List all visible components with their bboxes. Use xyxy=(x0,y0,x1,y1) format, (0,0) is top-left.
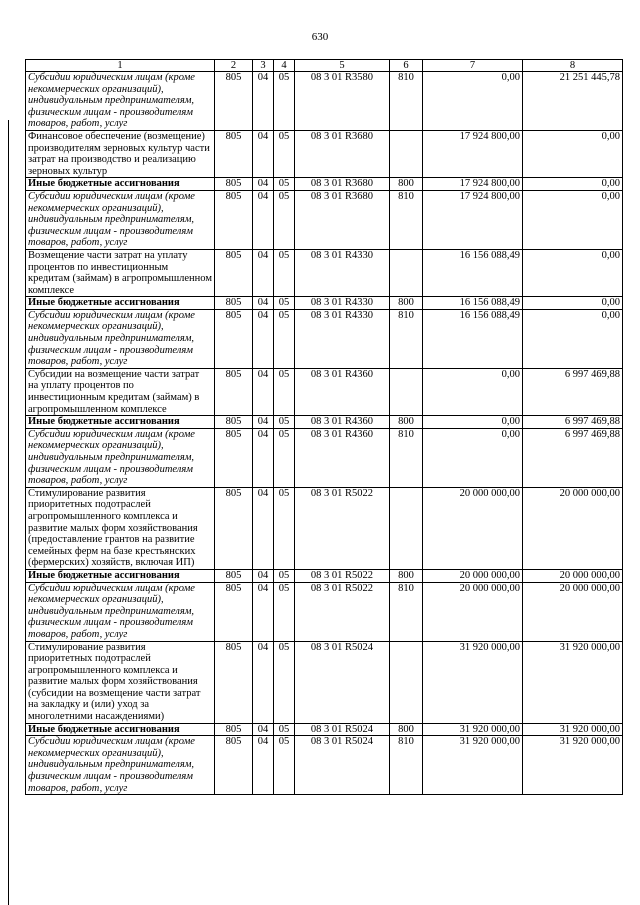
row-name: Иные бюджетные ассигнования xyxy=(26,178,215,191)
table-body xyxy=(26,72,623,795)
row-name: Иные бюджетные ассигнования xyxy=(26,723,215,736)
cell-section: 04 xyxy=(253,487,274,569)
cell-ministry-code: 805 xyxy=(215,309,253,368)
table-row xyxy=(26,416,623,429)
row-name: Иные бюджетные ассигнования xyxy=(26,416,215,429)
cell-target-article: 08 3 01 R4360 xyxy=(295,416,390,429)
cell-subsection: 05 xyxy=(274,297,295,310)
cell-ministry-code: 805 xyxy=(215,416,253,429)
cell-ministry-code: 805 xyxy=(215,297,253,310)
cell-amount-1: 0,00 xyxy=(423,72,523,131)
cell-section: 04 xyxy=(253,309,274,368)
table-row xyxy=(26,309,623,368)
row-name: Стимулирование развития приоритетных подотраслей агропромышленного комплекса и развитие малых форм хозяйствования (предоставление грантов на развитие семейных ферм на базе крестьянских (фермерских) хозяйств, включая ИП) xyxy=(26,487,215,569)
cell-subsection: 05 xyxy=(274,130,295,177)
cell-target-article: 08 3 01 R5024 xyxy=(295,736,390,795)
cell-ministry-code: 805 xyxy=(215,130,253,177)
header-col-5: 5 xyxy=(295,60,390,72)
row-name: Субсидии юридическим лицам (кроме некоммерческих организаций), индивидуальным предпринимателям, физическим лицам - производителям товаров, работ, услуг xyxy=(26,309,215,368)
table-row xyxy=(26,641,623,723)
cell-ministry-code: 805 xyxy=(215,723,253,736)
cell-expense-type: 800 xyxy=(390,569,423,582)
cell-amount-1: 31 920 000,00 xyxy=(423,641,523,723)
header-col-7: 7 xyxy=(423,60,523,72)
cell-amount-2: 0,00 xyxy=(523,297,623,310)
cell-target-article: 08 3 01 R3680 xyxy=(295,130,390,177)
header-col-2: 2 xyxy=(215,60,253,72)
cell-section: 04 xyxy=(253,178,274,191)
cell-expense-type: 810 xyxy=(390,736,423,795)
table-row xyxy=(26,582,623,641)
row-name: Субсидии юридическим лицам (кроме некоммерческих организаций), индивидуальным предпринимателям, физическим лицам - производителям товаров, работ, услуг xyxy=(26,190,215,249)
cell-section: 04 xyxy=(253,582,274,641)
cell-amount-2: 31 920 000,00 xyxy=(523,641,623,723)
cell-section: 04 xyxy=(253,190,274,249)
row-name: Иные бюджетные ассигнования xyxy=(26,569,215,582)
cell-expense-type xyxy=(390,368,423,415)
cell-amount-2: 6 997 469,88 xyxy=(523,428,623,487)
cell-expense-type: 800 xyxy=(390,178,423,191)
page-number: 630 xyxy=(311,31,329,43)
cell-expense-type xyxy=(390,487,423,569)
cell-amount-1: 0,00 xyxy=(423,368,523,415)
cell-ministry-code: 805 xyxy=(215,249,253,296)
cell-target-article: 08 3 01 R5022 xyxy=(295,569,390,582)
cell-amount-2: 20 000 000,00 xyxy=(523,582,623,641)
cell-section: 04 xyxy=(253,130,274,177)
cell-expense-type: 810 xyxy=(390,428,423,487)
row-name: Субсидии на возмещение части затрат на уплату процентов по инвестиционным кредитам (займам) в агропромышленном комплексе xyxy=(26,368,215,415)
cell-amount-1: 16 156 088,49 xyxy=(423,249,523,296)
cell-expense-type: 810 xyxy=(390,309,423,368)
row-name: Субсидии юридическим лицам (кроме некоммерческих организаций), индивидуальным предпринимателям, физическим лицам - производителям товаров, работ, услуг xyxy=(26,428,215,487)
cell-amount-1: 0,00 xyxy=(423,428,523,487)
cell-section: 04 xyxy=(253,428,274,487)
cell-ministry-code: 805 xyxy=(215,582,253,641)
cell-amount-2: 20 000 000,00 xyxy=(523,569,623,582)
cell-subsection: 05 xyxy=(274,569,295,582)
cell-amount-2: 0,00 xyxy=(523,190,623,249)
binding-margin-line xyxy=(8,120,9,905)
cell-expense-type: 810 xyxy=(390,190,423,249)
row-name: Финансовое обеспечение (возмещение) производителям зерновых культур части затрат на производство и реализацию зерновых культур xyxy=(26,130,215,177)
cell-section: 04 xyxy=(253,72,274,131)
cell-amount-1: 0,00 xyxy=(423,416,523,429)
table-row xyxy=(26,487,623,569)
row-name: Иные бюджетные ассигнования xyxy=(26,297,215,310)
cell-target-article: 08 3 01 R3680 xyxy=(295,178,390,191)
cell-expense-type: 800 xyxy=(390,723,423,736)
cell-section: 04 xyxy=(253,249,274,296)
cell-subsection: 05 xyxy=(274,723,295,736)
cell-subsection: 05 xyxy=(274,178,295,191)
header-col-1: 1 xyxy=(26,60,215,72)
table-row xyxy=(26,190,623,249)
cell-subsection: 05 xyxy=(274,72,295,131)
cell-section: 04 xyxy=(253,368,274,415)
cell-ministry-code: 805 xyxy=(215,736,253,795)
header-col-8: 8 xyxy=(523,60,623,72)
cell-subsection: 05 xyxy=(274,641,295,723)
cell-ministry-code: 805 xyxy=(215,569,253,582)
cell-amount-2: 0,00 xyxy=(523,249,623,296)
cell-subsection: 05 xyxy=(274,368,295,415)
cell-amount-2: 6 997 469,88 xyxy=(523,416,623,429)
table-header-row xyxy=(26,60,623,72)
cell-subsection: 05 xyxy=(274,582,295,641)
cell-ministry-code: 805 xyxy=(215,368,253,415)
cell-expense-type xyxy=(390,249,423,296)
cell-target-article: 08 3 01 R5022 xyxy=(295,487,390,569)
cell-ministry-code: 805 xyxy=(215,190,253,249)
cell-ministry-code: 805 xyxy=(215,178,253,191)
cell-expense-type: 800 xyxy=(390,416,423,429)
cell-amount-2: 0,00 xyxy=(523,178,623,191)
cell-section: 04 xyxy=(253,641,274,723)
cell-target-article: 08 3 01 R4330 xyxy=(295,297,390,310)
cell-section: 04 xyxy=(253,416,274,429)
row-name: Субсидии юридическим лицам (кроме некоммерческих организаций), индивидуальным предпринимателям, физическим лицам - производителям товаров, работ, услуг xyxy=(26,582,215,641)
cell-target-article: 08 3 01 R5024 xyxy=(295,641,390,723)
cell-expense-type xyxy=(390,641,423,723)
cell-ministry-code: 805 xyxy=(215,641,253,723)
cell-expense-type: 810 xyxy=(390,582,423,641)
table-row xyxy=(26,569,623,582)
cell-amount-1: 20 000 000,00 xyxy=(423,487,523,569)
cell-amount-1: 16 156 088,49 xyxy=(423,297,523,310)
table-row xyxy=(26,130,623,177)
cell-amount-1: 31 920 000,00 xyxy=(423,736,523,795)
cell-amount-1: 17 924 800,00 xyxy=(423,178,523,191)
header-col-3: 3 xyxy=(253,60,274,72)
cell-section: 04 xyxy=(253,297,274,310)
cell-amount-1: 20 000 000,00 xyxy=(423,582,523,641)
cell-expense-type xyxy=(390,130,423,177)
cell-subsection: 05 xyxy=(274,416,295,429)
cell-amount-1: 16 156 088,49 xyxy=(423,309,523,368)
cell-amount-1: 31 920 000,00 xyxy=(423,723,523,736)
cell-amount-1: 20 000 000,00 xyxy=(423,569,523,582)
cell-expense-type: 810 xyxy=(390,72,423,131)
cell-subsection: 05 xyxy=(274,309,295,368)
cell-target-article: 08 3 01 R4360 xyxy=(295,368,390,415)
cell-amount-2: 0,00 xyxy=(523,130,623,177)
table-row xyxy=(26,428,623,487)
cell-target-article: 08 3 01 R3580 xyxy=(295,72,390,131)
cell-ministry-code: 805 xyxy=(215,428,253,487)
cell-subsection: 05 xyxy=(274,428,295,487)
cell-subsection: 05 xyxy=(274,249,295,296)
cell-ministry-code: 805 xyxy=(215,72,253,131)
cell-subsection: 05 xyxy=(274,190,295,249)
budget-table xyxy=(25,59,623,795)
cell-expense-type: 800 xyxy=(390,297,423,310)
header-col-4: 4 xyxy=(274,60,295,72)
row-name: Стимулирование развития приоритетных подотраслей агропромышленного комплекса и развитие малых форм хозяйствования (субсидии на возмещение части затрат на закладку и (или) уход за многолетними насаждениями) xyxy=(26,641,215,723)
table-row xyxy=(26,178,623,191)
row-name: Субсидии юридическим лицам (кроме некоммерческих организаций), индивидуальным предпринимателям, физическим лицам - производителям товаров, работ, услуг xyxy=(26,736,215,795)
table-row xyxy=(26,723,623,736)
cell-section: 04 xyxy=(253,736,274,795)
cell-amount-2: 6 997 469,88 xyxy=(523,368,623,415)
table-row xyxy=(26,72,623,131)
row-name: Возмещение части затрат на уплату процентов по инвестиционным кредитам (займам) в агропромышленном комплексе xyxy=(26,249,215,296)
table-row xyxy=(26,249,623,296)
table-row xyxy=(26,297,623,310)
cell-target-article: 08 3 01 R4360 xyxy=(295,428,390,487)
cell-target-article: 08 3 01 R4330 xyxy=(295,249,390,296)
cell-amount-2: 0,00 xyxy=(523,309,623,368)
cell-amount-2: 21 251 445,78 xyxy=(523,72,623,131)
cell-section: 04 xyxy=(253,569,274,582)
cell-target-article: 08 3 01 R5022 xyxy=(295,582,390,641)
table-row xyxy=(26,736,623,795)
cell-target-article: 08 3 01 R4330 xyxy=(295,309,390,368)
cell-amount-1: 17 924 800,00 xyxy=(423,190,523,249)
cell-amount-1: 17 924 800,00 xyxy=(423,130,523,177)
cell-subsection: 05 xyxy=(274,487,295,569)
header-col-6: 6 xyxy=(390,60,423,72)
cell-amount-2: 31 920 000,00 xyxy=(523,736,623,795)
cell-amount-2: 31 920 000,00 xyxy=(523,723,623,736)
cell-section: 04 xyxy=(253,723,274,736)
cell-target-article: 08 3 01 R5024 xyxy=(295,723,390,736)
cell-amount-2: 20 000 000,00 xyxy=(523,487,623,569)
table-row xyxy=(26,368,623,415)
row-name: Субсидии юридическим лицам (кроме некоммерческих организаций), индивидуальным предпринимателям, физическим лицам - производителям товаров, работ, услуг xyxy=(26,72,215,131)
cell-ministry-code: 805 xyxy=(215,487,253,569)
cell-target-article: 08 3 01 R3680 xyxy=(295,190,390,249)
cell-subsection: 05 xyxy=(274,736,295,795)
